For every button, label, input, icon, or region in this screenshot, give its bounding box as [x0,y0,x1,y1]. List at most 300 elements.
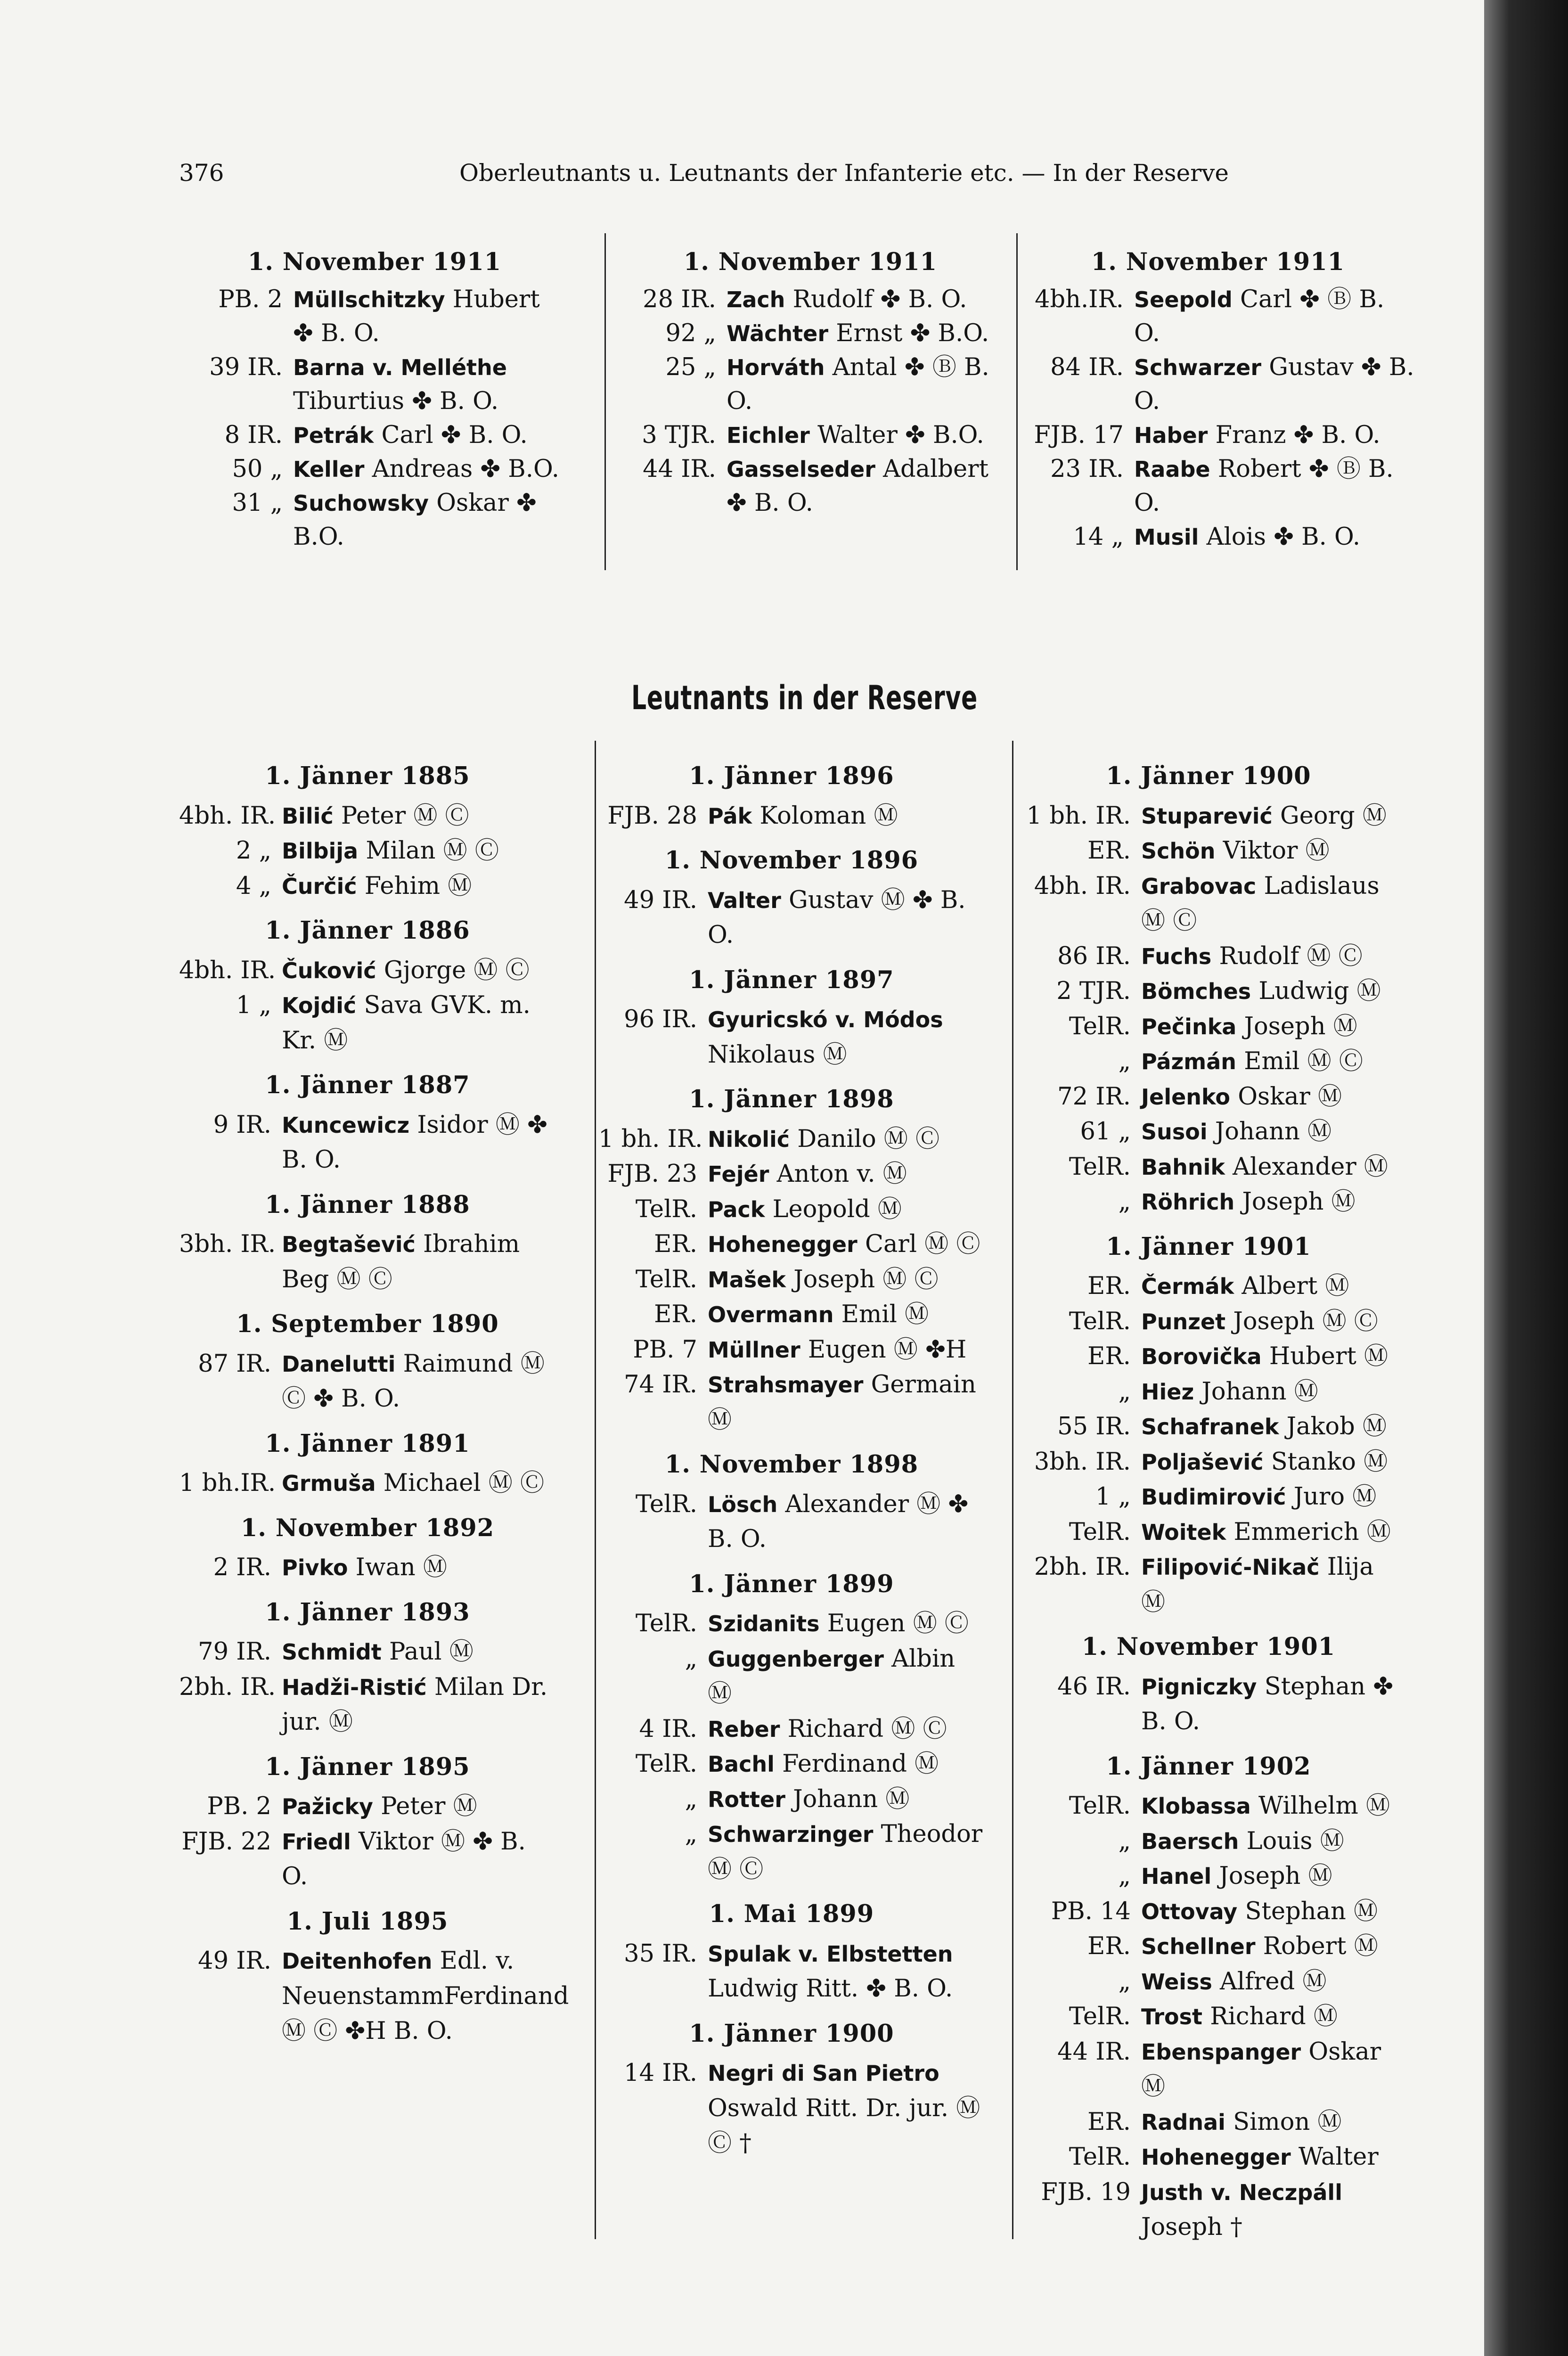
column-rule [1016,233,1018,570]
surname: Schön [1141,838,1216,864]
surname: Müllner [708,1337,800,1363]
entry-text [1124,520,1416,554]
entry-details: Koloman Ⓜ [752,802,898,830]
entry-text [1131,1999,1404,2035]
surname: Pečinka [1141,1014,1237,1039]
entry-text [271,799,556,834]
unit-label: ER. [654,1230,697,1258]
entry-details: Emil Ⓜ Ⓒ [1236,1047,1363,1075]
unit-label: „ [685,1820,697,1848]
unit-label: PB. 2 [218,286,283,313]
entry-details: Carl ✤ Ⓑ B. O. [1134,286,1385,347]
surname: Hohenegger [708,1232,858,1257]
list-entry [179,834,556,869]
unit-label: „ [1118,1967,1131,1996]
entry-text [1131,2035,1404,2105]
surname: Bilić [282,803,334,829]
list-entry [1013,1515,1404,1550]
entry-details: Richard Ⓜ Ⓒ [780,1715,947,1743]
list-entry [598,1367,985,1438]
unit-label: PB. 14 [1051,1897,1131,1925]
surname: Valter [708,887,781,913]
unit-label: ER. [1087,1272,1131,1300]
entry-text [1131,1374,1404,1410]
unit-label: 1 bh.IR. [179,1469,276,1497]
list-entry [598,1157,985,1192]
entry-text [697,1367,985,1438]
entry-text [697,1712,985,1747]
entry-text [1131,974,1404,1009]
entry-details: Walter ✤ B.O. [809,421,984,449]
unit-label: 4bh. IR. [179,802,276,830]
list-entry [179,799,556,834]
entry-details: Juro Ⓜ [1286,1483,1377,1511]
date-heading: 1. November 1911 [247,248,502,276]
entry-details: Alexander Ⓜ ✤ B. O. [708,1490,969,1553]
list-entry [598,1487,985,1557]
entry-details: Alfred Ⓜ [1212,1967,1327,1996]
date-heading: 1. Jänner 1893 [265,1598,470,1627]
list-entry [598,1333,985,1368]
entry-details: Ernst ✤ B.O. [828,319,989,347]
unit-label: 44 IR. [643,455,716,483]
date-heading: 1. September 1890 [236,1310,499,1338]
entry-details: Andreas ✤ B.O. [364,455,560,483]
unit-label: 79 IR. [198,1638,271,1666]
list-entry [598,1297,985,1333]
unit-label: 3bh. IR. [1034,1448,1131,1476]
unit-label: „ [685,1785,697,1813]
unit-label: 72 IR. [1057,1082,1131,1111]
surname: Woitek [1141,1519,1226,1545]
surname: Barna v. Melléthe [293,355,507,380]
unit-label: 4 IR. [639,1715,697,1743]
list-entry [1013,869,1404,939]
entry-details: Gustav ✤ B. O. [1134,353,1414,415]
unit-label: 4bh.IR. [1035,286,1124,313]
date-heading: 1. Jänner 1891 [265,1429,470,1458]
list-entry [179,1944,569,2049]
surname: Stuparević [1141,803,1273,829]
entry-details: Richard Ⓜ [1202,2003,1338,2030]
list-entry [1013,2175,1404,2245]
entry-details: Germain Ⓜ [708,1371,976,1434]
entry-text [1131,1150,1404,1185]
surname: Overmann [708,1302,834,1327]
entry-details: Danilo Ⓜ Ⓒ [790,1125,940,1153]
entry-details: Milan Ⓜ Ⓒ [358,837,499,865]
surname: Danelutti [282,1351,396,1377]
top-column-2 [608,245,1013,520]
surname: Kuncewicz [282,1112,410,1138]
entry-details: Joseph Ⓜ Ⓒ [1225,1307,1378,1335]
surname: Fuchs [1141,943,1212,969]
date-heading: 1. November 1898 [664,1450,919,1479]
list-entry [1013,1789,1404,1824]
entry-details: Albert Ⓜ [1234,1272,1349,1300]
entry-details: Joseph Ⓜ Ⓒ [786,1265,939,1293]
entry-text [697,1002,985,1072]
entry-text [271,1824,556,1895]
entry-details: Eugen Ⓜ Ⓒ [819,1610,969,1637]
entry-text [1131,1080,1404,1115]
list-entry [179,1466,556,1501]
unit-label: PB. 7 [633,1335,697,1364]
surname: Musil [1134,524,1199,550]
surname: Pažicky [282,1794,373,1819]
entry-details: Stephan Ⓜ [1237,1897,1378,1925]
entry-text [697,1262,985,1298]
entry-details: Emmerich Ⓜ [1226,1518,1391,1546]
list-entry [1020,283,1416,351]
unit-label: TelR. [635,1195,697,1223]
entry-text [271,1466,556,1501]
list-entry [188,418,561,452]
surname: Guggenberger [708,1646,884,1672]
entry-text [1124,351,1416,418]
entry-details: Robert ✤ Ⓑ B. O. [1134,455,1394,517]
unit-label: 50 „ [232,455,283,483]
entry-text [283,486,561,554]
entry-details: Stanko Ⓜ [1263,1448,1388,1476]
list-entry [1013,1480,1404,1515]
unit-label: „ [1118,1188,1131,1216]
surname: Schwarzinger [708,1822,874,1847]
entry-details: Joseph Ⓜ [1211,1862,1332,1890]
entry-details: Joseph Ⓜ [1236,1012,1357,1040]
surname: Zach [727,287,785,312]
unit-label: 14 „ [1073,523,1124,551]
surname: Schmidt [282,1639,382,1665]
top-column-1 [188,245,561,554]
entry-details: Rudolf ✤ B. O. [785,286,967,313]
entry-text [1131,2140,1404,2175]
unit-label: 2 IR. [213,1554,271,1581]
entry-details: Carl Ⓜ Ⓒ [857,1230,980,1258]
entry-text [697,1817,985,1887]
section-title: Leutnants in der Reserve [631,679,978,717]
entry-text [1131,799,1404,834]
unit-label: ER. [1087,2108,1131,2136]
entry-text [1131,1269,1404,1304]
unit-label: „ [1118,1827,1131,1855]
surname: Čuković [282,957,376,983]
entry-details: Emil Ⓜ [833,1301,929,1328]
surname: Bachl [708,1751,775,1777]
entry-text [1124,452,1416,520]
list-entry [1013,1269,1404,1304]
unit-label: 2 TJR. [1056,977,1131,1005]
surname: Ebenspanger [1141,2039,1301,2065]
list-entry [179,1227,556,1297]
unit-label: 2bh. IR. [1034,1553,1131,1581]
list-entry [1020,351,1416,418]
unit-label: 46 IR. [1057,1672,1131,1701]
surname: Lösch [708,1491,778,1517]
entry-details: Iwan Ⓜ [348,1554,447,1581]
list-entry [1013,1824,1404,1859]
list-entry [179,1670,556,1740]
list-entry [1013,1009,1404,1045]
unit-label: „ [1118,1862,1131,1890]
list-entry [598,1712,985,1747]
unit-label: TelR. [1069,1307,1131,1335]
entry-details: Edl. v. NeuenstammFerdinand Ⓜ Ⓒ ✤H B. O. [282,1947,569,2045]
entry-details: Walter [1290,2143,1379,2171]
entry-text [1124,283,1416,351]
unit-label: TelR. [1069,2143,1131,2171]
list-entry [598,1192,985,1227]
entry-text [1131,939,1404,974]
unit-label: TelR. [635,1750,697,1778]
page-number: 376 [179,159,224,187]
entry-details: Ferdinand Ⓜ [774,1750,939,1778]
list-column-1 [179,759,569,2049]
list-entry [598,1262,985,1298]
entry-details: Eugen Ⓜ ✤H [800,1335,967,1364]
surname: Szidanits [708,1611,820,1636]
entry-text [283,351,561,418]
entry-text [271,834,556,869]
entry-details: Johann Ⓜ [1194,1377,1318,1406]
surname: Pigniczky [1141,1674,1257,1700]
surname: Haber [1134,423,1208,448]
entry-text [1131,1894,1404,1930]
unit-label: TelR. [1069,1153,1131,1181]
entry-text [1131,1859,1404,1894]
unit-label: 44 IR. [1057,2037,1131,2066]
list-entry [1020,452,1416,520]
unit-label: 31 „ [232,489,283,517]
surname: Seepold [1134,287,1233,312]
unit-label: 23 IR. [1050,455,1124,483]
list-entry [608,351,1013,418]
date-heading: 1. Jänner 1888 [265,1190,470,1219]
entry-text [697,1487,985,1557]
unit-label: FJB. 17 [1034,421,1124,449]
unit-label: 14 IR. [624,2059,697,2087]
entry-details: Jakob Ⓜ [1279,1413,1387,1440]
entry-text [697,1782,985,1817]
entry-details: Ilija Ⓜ [1141,1553,1374,1616]
unit-label: 2 „ [236,837,271,865]
entry-text [697,1333,985,1368]
entry-text [697,1297,985,1333]
list-entry [179,1824,556,1895]
list-entry [1020,418,1416,452]
surname: Müllschitzky [293,287,445,312]
surname: Baersch [1141,1828,1239,1854]
surname: Ottovay [1141,1898,1238,1924]
entry-text [1131,1409,1404,1445]
list-entry [1013,1859,1404,1894]
unit-label: „ [685,1644,697,1673]
entry-details: Louis Ⓜ [1239,1827,1344,1855]
surname: Suchowsky [293,491,429,516]
book-binding [1484,0,1568,2356]
entry-text [1131,1515,1404,1550]
entry-text [1131,1550,1404,1620]
unit-label: FJB. 19 [1041,2178,1131,2206]
entry-text [271,1944,569,2049]
entry-details: Viktor Ⓜ ✤ B. O. [282,1827,526,1890]
list-entry [1013,1304,1404,1340]
entry-text [1131,1009,1404,1045]
date-heading: 1. Jänner 1902 [1106,1752,1311,1781]
entry-details: Anton v. Ⓜ [769,1160,907,1188]
date-heading: 1. Jänner 1885 [265,762,470,790]
list-entry [1013,1669,1404,1740]
entry-text [716,418,1013,452]
unit-label: 96 IR. [624,1006,697,1033]
surname: Eichler [727,423,810,448]
entry-details: Ludwig Ritt. ✤ B. O. [708,1975,953,2003]
list-entry [608,317,1013,351]
entry-text [697,1642,985,1712]
entry-text [271,1670,556,1740]
surname: Rotter [708,1786,785,1812]
unit-label: 86 IR. [1057,942,1131,970]
surname: Raabe [1134,457,1210,482]
column-rule [595,741,596,2239]
entry-details: Hubert Ⓜ [1261,1342,1388,1370]
surname: Negri di San Pietro [708,2061,939,2086]
unit-label: TelR. [635,1610,697,1637]
unit-label: FJB. 23 [607,1160,697,1188]
surname: Trost [1141,2004,1202,2029]
unit-label: 87 IR. [198,1350,271,1378]
surname: Schellner [1141,1934,1256,1959]
unit-label: TelR. [1069,1518,1131,1546]
surname: Gyuricskó v. Módos [708,1007,943,1032]
surname: Spulak v. Elbstetten [708,1941,953,1967]
list-entry [1013,1409,1404,1445]
date-heading: 1. Jänner 1900 [689,2019,894,2048]
surname: Begtašević [282,1232,416,1257]
surname: Keller [293,457,365,482]
entry-details: Albin Ⓜ [708,1644,956,1708]
list-entry [179,1347,556,1417]
list-entry [179,1108,556,1178]
unit-label: FJB. 22 [181,1827,271,1856]
surname: Fejér [708,1162,769,1187]
list-entry [179,1550,556,1586]
entry-details: Peter Ⓜ Ⓒ [333,802,469,830]
entry-text [716,317,1013,351]
list-entry [188,486,561,554]
entry-details: Isidor Ⓜ ✤ B. O. [282,1111,547,1174]
list-entry [598,1002,985,1072]
surname: Budimirović [1141,1484,1286,1510]
list-entry [598,1642,985,1712]
entry-text [271,988,556,1058]
entry-text [271,869,556,904]
list-entry [179,953,556,989]
list-entry [608,418,1013,452]
surname: Hohenegger [1141,2144,1291,2170]
surname: Pack [708,1196,765,1222]
entry-details: Tiburtius ✤ B. O. [293,387,499,415]
entry-details: Simon Ⓜ [1225,2108,1342,2136]
list-entry [608,283,1013,317]
surname: Deitenhofen [282,1948,433,1974]
entry-text [697,1157,985,1192]
entry-text [1131,869,1404,939]
list-entry [1013,1374,1404,1410]
unit-label: TelR. [635,1265,697,1293]
entry-details: Raimund Ⓜ Ⓒ ✤ B. O. [282,1350,545,1413]
unit-label: 3 TJR. [642,421,716,449]
unit-label: 25 „ [665,353,716,381]
date-heading: 1. Jänner 1897 [689,965,894,994]
entry-text [697,1937,985,2007]
surname: Jelenko [1141,1084,1230,1110]
entry-details: Stephan ✤ B. O. [1141,1672,1394,1735]
date-heading: 1. November 1896 [664,846,919,875]
surname: Schwarzer [1134,355,1262,380]
date-heading: 1. Juli 1895 [286,1907,449,1936]
list-entry [1013,1550,1404,1620]
surname: Mašek [708,1267,786,1293]
entry-details: Theodor Ⓜ Ⓒ [708,1820,983,1883]
entry-text [716,452,1013,520]
unit-label: „ [1118,1047,1131,1075]
list-entry [1013,1894,1404,1930]
surname: Hiez [1141,1379,1194,1405]
surname: Reber [708,1716,780,1742]
unit-label: 4 „ [236,872,271,900]
surname: Čurčić [282,873,357,899]
date-heading: 1. November 1892 [240,1513,495,1542]
surname: Susoi [1141,1119,1208,1145]
entry-details: Carl ✤ B. O. [374,421,528,449]
list-entry [608,452,1013,520]
list-entry [598,1937,985,2007]
unit-label: PB. 2 [207,1792,271,1820]
list-entry [598,1747,985,1782]
entry-details: Ludwig Ⓜ [1251,977,1381,1005]
list-entry [598,1817,985,1887]
entry-details: Viktor Ⓜ [1215,837,1330,865]
entry-details: Michael Ⓜ Ⓒ [376,1469,545,1497]
entry-details: Oskar Ⓜ [1141,2037,1381,2101]
unit-label: 74 IR. [624,1371,697,1399]
unit-label: 1 bh. IR. [1026,802,1131,830]
running-title: Oberleutnants u. Leutnants der Infanterie etc. — In der Reserve [459,159,1229,187]
entry-text [1131,1304,1404,1340]
surname: Poljašević [1141,1449,1264,1475]
list-entry [598,799,985,834]
entry-text [271,953,556,989]
entry-text [283,283,561,351]
entry-details: Joseph † [1141,2213,1242,2241]
entry-text [697,1227,985,1262]
date-heading: 1. Jänner 1887 [265,1071,470,1099]
entry-details: Fehim Ⓜ [357,872,472,900]
list-column-2 [598,759,985,2161]
list-entry [188,351,561,418]
surname: Grmuša [282,1471,376,1496]
entry-text [1131,1445,1404,1480]
unit-label: „ [1118,1377,1131,1406]
date-heading: 1. November 1911 [683,248,938,276]
list-entry [1013,1964,1404,2000]
unit-label: 92 „ [665,319,716,347]
entry-details: Oskar ✤ B.O. [293,489,537,551]
unit-label: TelR. [635,1490,697,1518]
surname: Pivko [282,1555,348,1580]
entry-text [1131,1929,1404,1964]
